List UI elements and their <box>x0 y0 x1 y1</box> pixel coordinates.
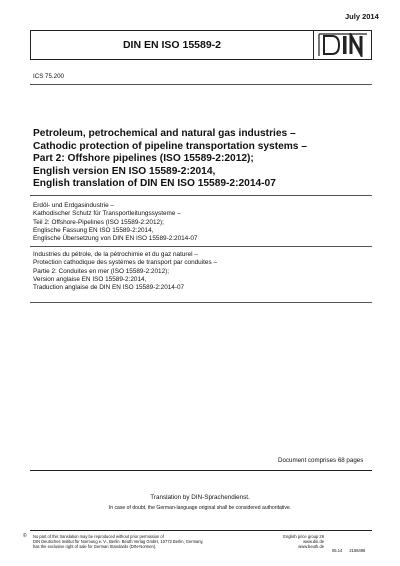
german-line: Englische Fassung EN ISO 15589-2:2014, <box>33 226 154 234</box>
title-line: Petroleum, petrochemical and natural gas industries – <box>33 128 296 139</box>
document-codes <box>332 548 371 553</box>
german-line: Erdöl- und Erdgasindustrie – <box>33 202 114 209</box>
german-line: Englische Übersetzung von DIN EN ISO 15589-2:2014-07 <box>33 235 198 243</box>
document-title <box>33 128 371 191</box>
standard-number: DIN EN ISO 15589-2 <box>122 39 222 51</box>
copyright-line: DIN Deutsches Institut für Normung e. V., Berlin. Beuth Verlag GmbH, 10772 Berlin, Germany, <box>33 539 204 545</box>
french-line: Version anglaise EN ISO 15589-2:2014, <box>33 275 147 283</box>
divider-line <box>30 470 372 471</box>
divider-line <box>30 195 372 196</box>
translation-note: Translation by DIN-Sprachendienst. <box>150 494 250 501</box>
copyright-symbol: © <box>23 533 27 539</box>
price-group: English price group 26 <box>283 534 324 539</box>
authority-note: In case of doubt, the German-language original shall be considered authoritative. <box>108 505 292 511</box>
date-code: 05.14 <box>332 548 343 553</box>
german-line: Teil 2: Offshore-Pipelines (ISO 15589-2:2012); <box>33 218 164 226</box>
french-line: Partie 2: Conduites en mer (ISO 15589-2:2012); <box>33 267 170 275</box>
french-title <box>33 251 217 292</box>
german-title <box>33 202 197 243</box>
divider-line <box>30 530 372 531</box>
beuth-website: www.beuth.de <box>298 544 324 550</box>
french-line: Industries du pétrole, de la pétrochimie et du gaz naturel – <box>33 251 198 258</box>
header-divider <box>313 31 314 59</box>
divider-line <box>30 246 372 247</box>
german-line: Kathodischer Schutz für Transportleitungssysteme – <box>33 210 181 218</box>
copyright-line: No part of this translation may be reproduced without prior permission of <box>33 534 164 539</box>
din-website: www.din.de <box>303 539 324 545</box>
divider-line <box>30 302 372 303</box>
standard-header-box <box>30 30 372 60</box>
divider-line <box>30 84 372 85</box>
copyright-line: has the exclusive right of sale for German Standards (DIN-Normen). <box>33 544 157 550</box>
din-logo-n <box>351 36 361 54</box>
title-line: Part 2: Offshore pipelines (ISO 15589-2:2012); <box>33 153 254 164</box>
french-line: Traduction anglaise de DIN EN ISO 15589-2:2014-07 <box>33 284 185 292</box>
din-logo-d <box>324 36 339 54</box>
title-line: Cathodic protection of pipeline transportation systems – <box>33 140 307 152</box>
copyright-notice <box>23 533 204 550</box>
document-number: 2158498 <box>349 548 366 553</box>
din-logo <box>317 33 369 57</box>
price-info <box>264 534 324 549</box>
french-line: Protection cathodique des systèmes de transport par conduites – <box>33 259 218 267</box>
publication-date: July 2014 <box>345 12 379 21</box>
din-logo-i <box>343 36 347 54</box>
ics-code: ICS 75.200 <box>33 73 64 80</box>
title-line: English version EN ISO 15589-2:2014, <box>33 165 216 177</box>
page-count: Document comprises 68 pages <box>278 457 364 464</box>
title-line: English translation of DIN EN ISO 15589-2:2014-07 <box>33 178 276 189</box>
